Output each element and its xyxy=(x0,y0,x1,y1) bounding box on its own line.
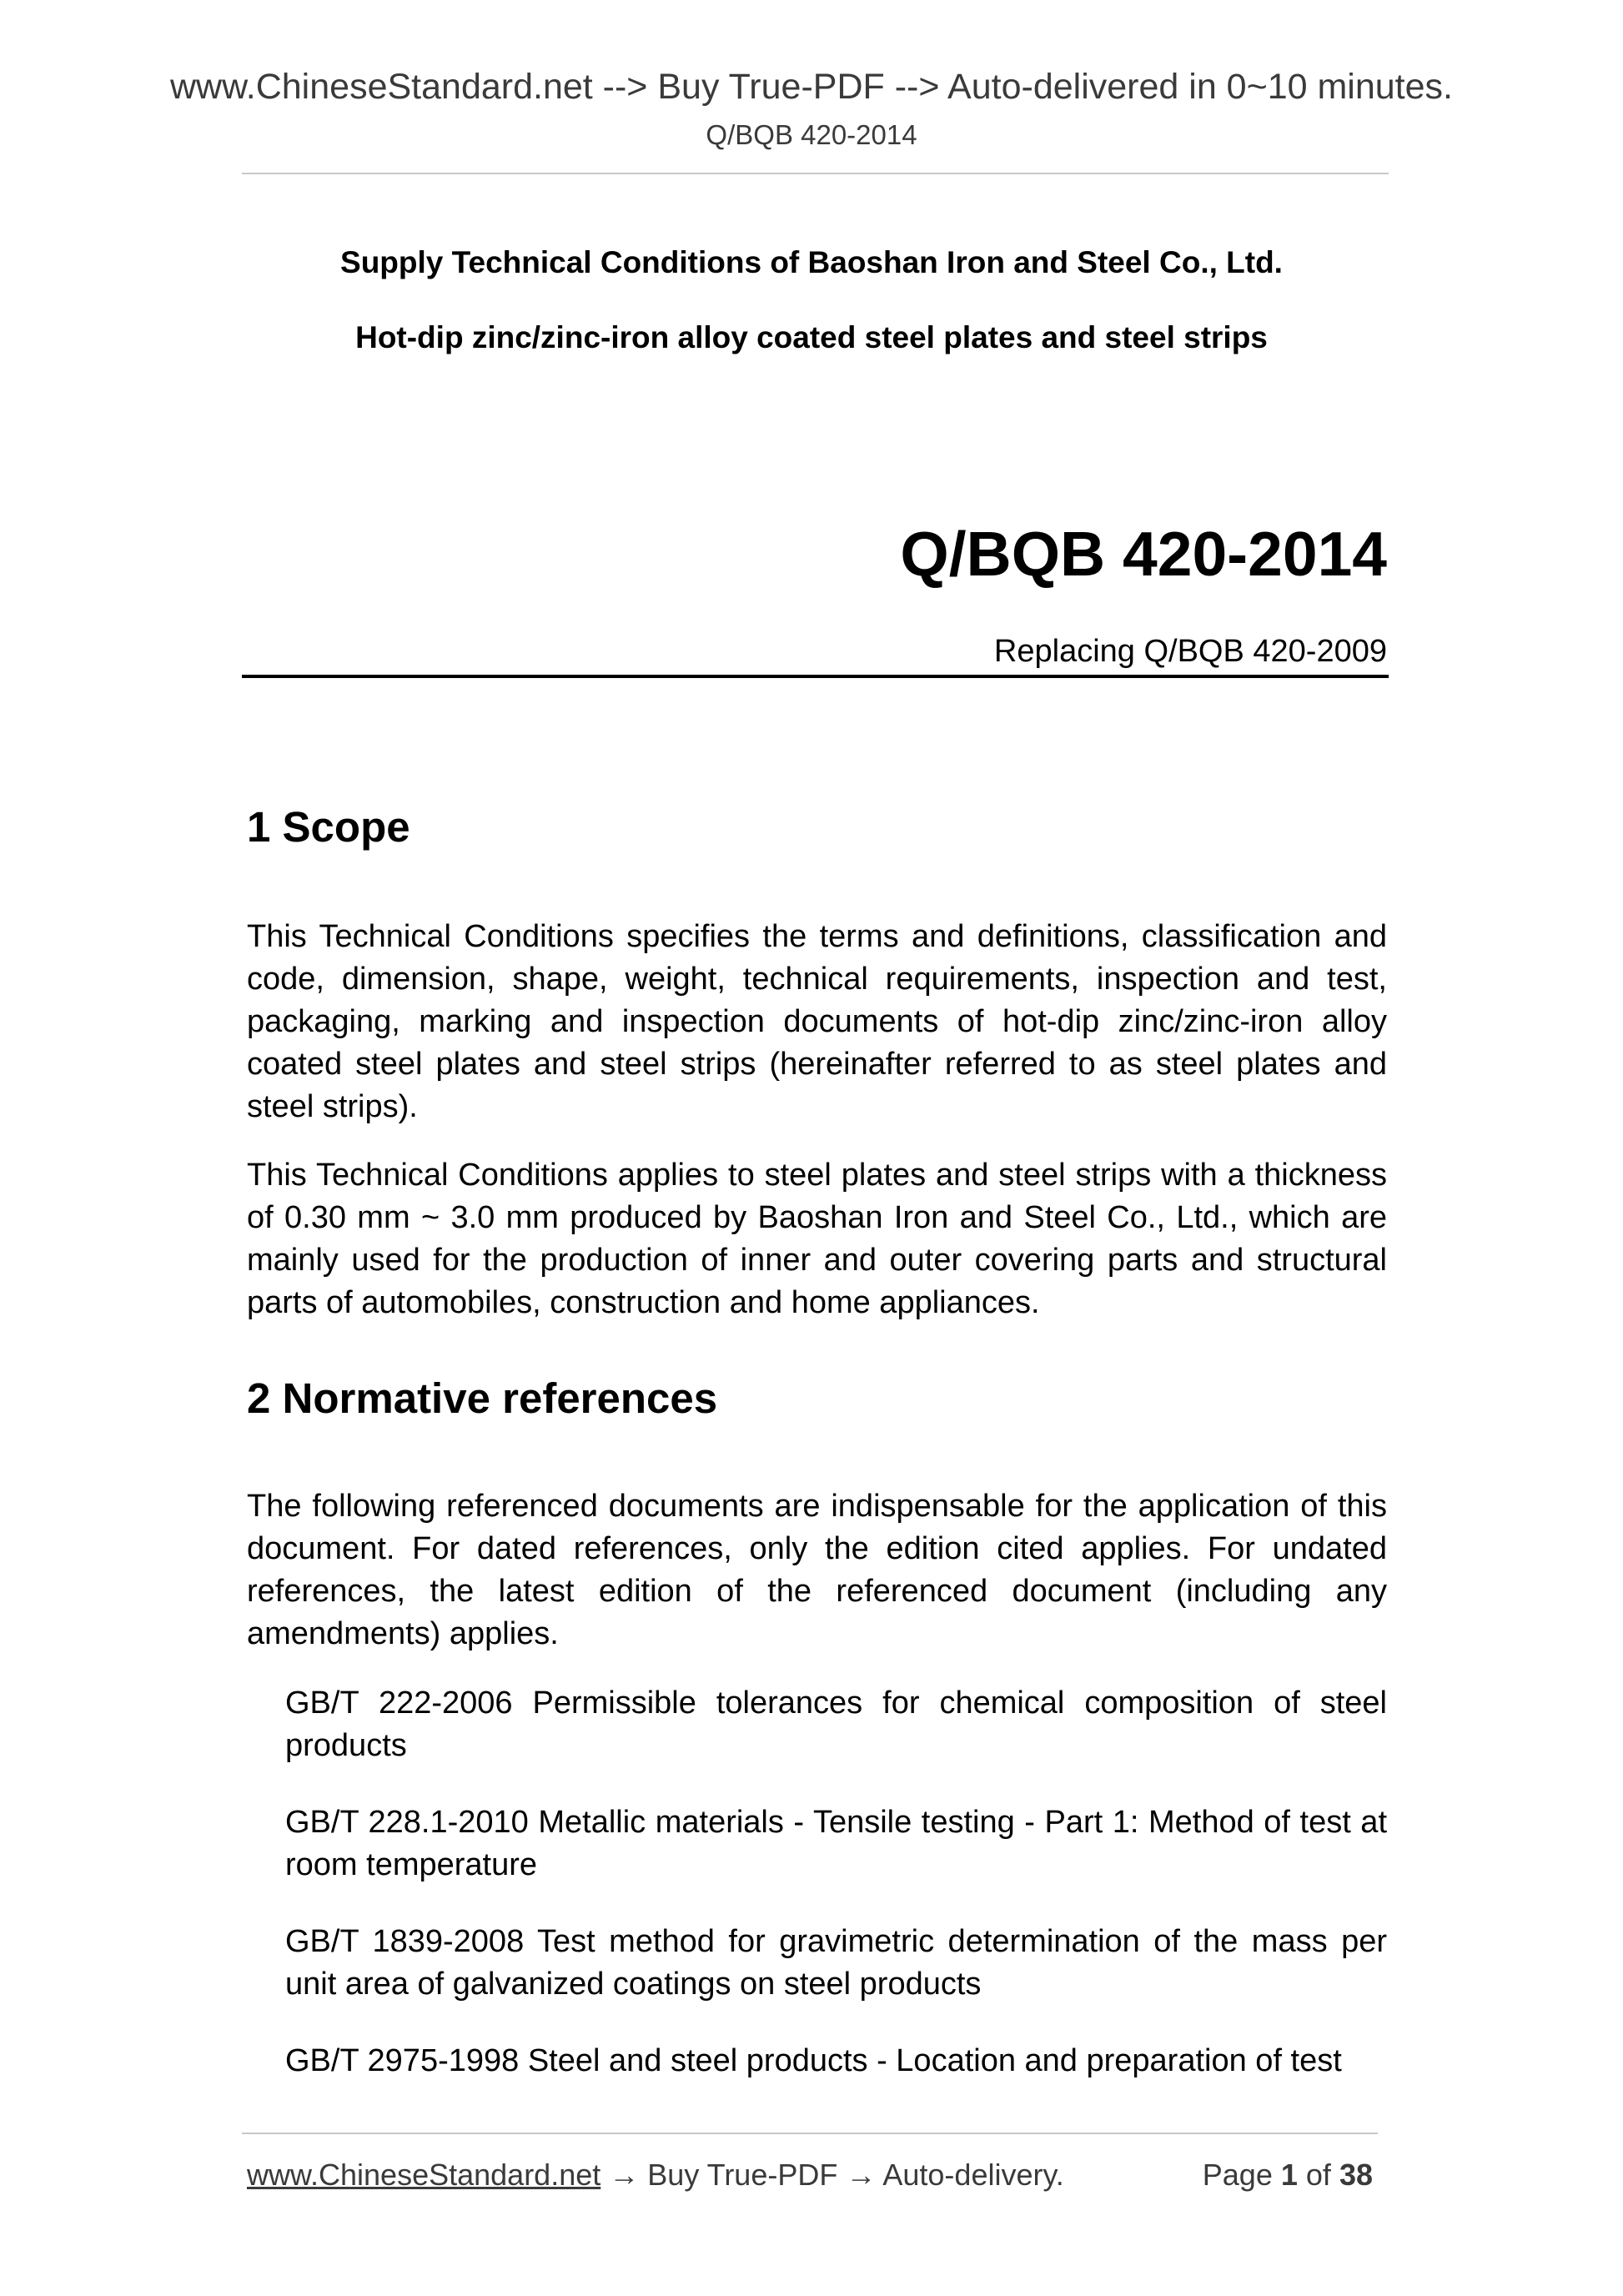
top-banner: www.ChineseStandard.net --> Buy True-PDF --> Auto-delivered in 0~10 minutes. xyxy=(169,67,1453,107)
reference-item: GB/T 228.1-2010 Metallic materials - Tensile testing - Part 1: Method of test at room temperature xyxy=(285,1805,1387,1882)
footer-site-link[interactable]: www.ChineseStandard.net xyxy=(247,2158,601,2192)
header-doc-code: Q/BQB 420-2014 xyxy=(706,119,917,150)
standard-number: Q/BQB 420-2014 xyxy=(900,519,1387,589)
title-divider xyxy=(242,675,1389,678)
scope-paragraph-2: This Technical Conditions applies to steel plates and steel strips with a thickness of 0.30 mm ~ 3.0 mm produced by Baoshan Iron and Steel Co., Ltd., which are mainly used for the production of inner and outer covering parts and structural parts of automobiles, construction and home appliances. xyxy=(247,1158,1387,1320)
footer-links xyxy=(247,2156,1064,2194)
footer-delivery-text: Auto-delivery. xyxy=(882,2158,1064,2192)
section-heading-normative: 2 Normative references xyxy=(247,1374,718,1422)
section-heading-scope: 1 Scope xyxy=(247,803,410,851)
footer-buy-text: Buy True-PDF xyxy=(647,2158,838,2192)
reference-item: GB/T 2975-1998 Steel and steel products - Location and preparation of test xyxy=(285,2043,1342,2078)
page-indicator xyxy=(1203,2156,1373,2194)
reference-item: GB/T 1839-2008 Test method for gravimetric determination of the mass per unit area of galvanized coatings on steel products xyxy=(285,1924,1387,2002)
supply-title: Supply Technical Conditions of Baoshan Iron and Steel Co., Ltd. xyxy=(340,245,1283,279)
total-pages: 38 xyxy=(1339,2158,1373,2192)
header-divider xyxy=(242,173,1389,174)
page-footer xyxy=(247,2156,1378,2194)
reference-item: GB/T 222-2006 Permissible tolerances for chemical composition of steel products xyxy=(285,1686,1387,1763)
of-label: of xyxy=(1305,2158,1331,2192)
page-label: Page xyxy=(1202,2158,1273,2192)
current-page: 1 xyxy=(1280,2158,1298,2192)
footer-divider xyxy=(242,2133,1378,2134)
document-subtitle: Hot-dip zinc/zinc-iron alloy coated steel plates and steel strips xyxy=(355,320,1268,354)
arrow-right-icon: → xyxy=(609,2158,640,2192)
arrow-right-icon: → xyxy=(846,2158,877,2192)
replacing-note: Replacing Q/BQB 420-2009 xyxy=(993,634,1387,669)
normative-intro: The following referenced documents are indispensable for the application of this document. For dated references, only the edition cited applies. For undated references, the latest edition of the referenced document (including any amendments) applies. xyxy=(247,1489,1387,1651)
scope-paragraph-1: This Technical Conditions specifies the terms and definitions, classification and code, dimension, shape, weight, technical requirements, inspection and test, packaging, marking and inspection documents of hot-dip zinc/zinc-iron alloy coated steel plates and steel strips (hereinafter referred to as steel plates and steel strips). xyxy=(247,919,1387,1124)
